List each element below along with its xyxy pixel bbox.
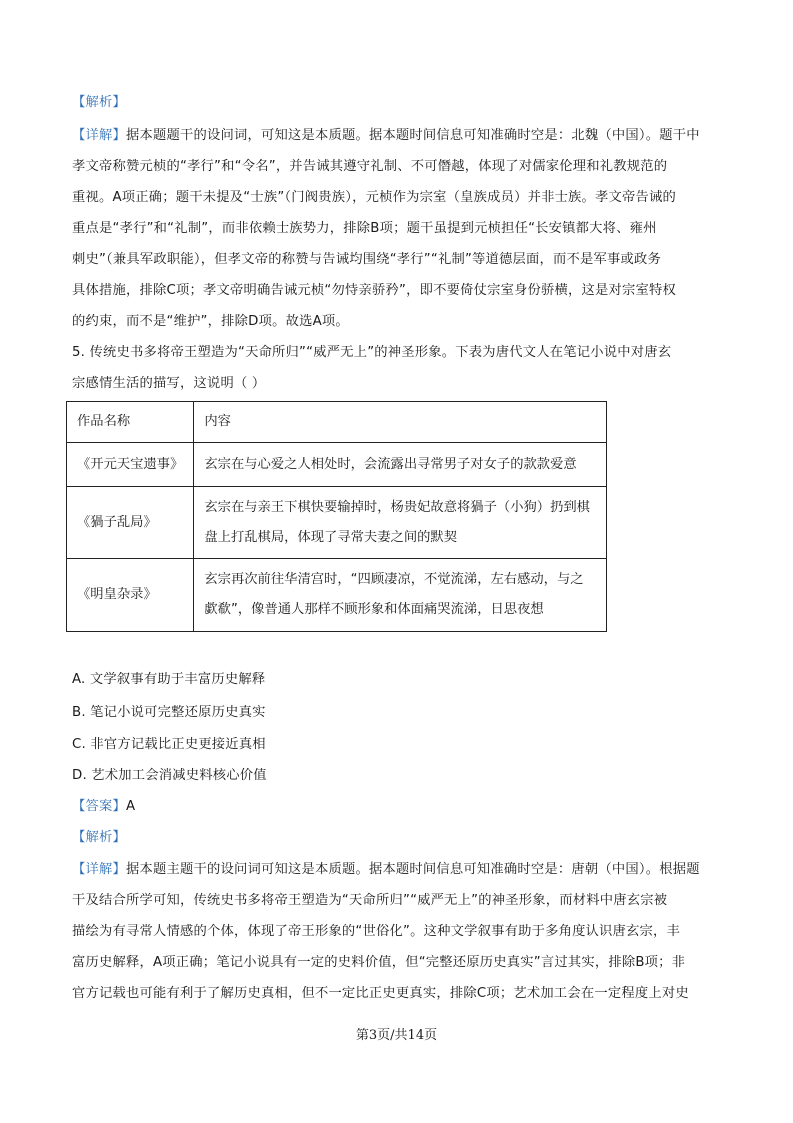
question-stem-line: 5. 传统史书多将帝王塑造为“天命所归”“威严无上”的神圣形象。下表为唐代文人在笔记小说中对唐玄 — [72, 345, 672, 360]
table-row — [67, 487, 607, 559]
detail-tag: 【详解】 — [72, 128, 126, 143]
detail-tag: 【详解】 — [72, 862, 126, 877]
option-b: B. 笔记小说可完整还原历史真实 — [72, 705, 266, 720]
source-table — [66, 401, 607, 632]
table-cell-content: 玄宗再次前往华清宫时，“四顾凄凉，不觉流涕，左右感动，与之 歔欷”，像普通人那样不顾形象和体面痛哭流涕，日思夜想 — [194, 559, 607, 632]
text-line: 据本题主题干的设问词可知这是本质题。据本题时间信息可知准确时空是：唐朝（中国）。根据题 — [126, 862, 700, 877]
text-line: 干及结合所学可知，传统史书多将帝王塑造为“天命所归”“威严无上”的神圣形象，而材料中唐玄宗被 — [72, 893, 668, 908]
text-line: 描绘为有寻常人情感的个体，体现了帝王形象的“世俗化”。这种文学叙事有助于多角度认识唐玄宗，丰 — [72, 924, 681, 939]
table-cell-content: 玄宗在与亲王下棋快要输掉时，杨贵妃故意将猧子（小狗）扔到棋 盘上打乱棋局，体现了寻常夫妻之间的默契 — [194, 487, 607, 559]
analysis-tag: 【解析】 — [72, 95, 126, 110]
option-a: A. 文学叙事有助于丰富历史解释 — [72, 672, 266, 687]
answer-line — [72, 797, 732, 817]
table-cell-title: 《开元天宝遗事》 — [67, 443, 194, 487]
answer-tag: 【答案】 — [72, 799, 126, 814]
text-line: 据本题题干的设问词，可知这是本质题。据本题时间信息可知准确时空是：北魏（中国）。题干中 — [126, 128, 700, 143]
option-d: D. 艺术加工会消减史料核心价值 — [72, 768, 267, 783]
analysis-tag: 【解析】 — [72, 830, 126, 845]
page-number: 第3页/共14页 — [355, 1028, 438, 1043]
detail-paragraph-line — [72, 126, 732, 146]
table-row — [67, 559, 607, 632]
table-header-content: 内容 — [194, 402, 607, 443]
table-header-row — [67, 402, 607, 443]
answer-value: A — [126, 799, 136, 814]
table-cell-title: 《明皇杂录》 — [67, 559, 194, 632]
text-line: 孝文帝称赞元桢的“孝行”和“令名”，并告诫其遵守礼制、不可僭越，体现了对儒家伦理和礼教规范的 — [72, 159, 668, 174]
question-stem-line: 宗感情生活的描写，这说明（ ） — [72, 376, 266, 391]
text-line: 重视。A项正确；题干未提及“士族”（门阀贵族），元桢作为宗室（皇族成员）并非士族。孝文帝告诫的 — [72, 190, 677, 205]
text-line: 的约束，而不是“维护”，排除D项。故选A项。 — [72, 314, 349, 329]
text-line: 重点是“孝行”和“礼制”，而非依赖士族势力，排除B项；题干虽提到元桢担任“长安镇都大将、雍州 — [72, 221, 657, 236]
detail-paragraph-line — [72, 860, 732, 880]
text-line: 富历史解释，A项正确；笔记小说具有一定的史料价值，但“完整还原历史真实”言过其实，排除B项；非 — [72, 955, 686, 970]
option-c: C. 非官方记载比正史更接近真相 — [72, 737, 266, 752]
text-line: 刺史”（兼具军政职能），但孝文帝的称赞与告诫均围绕“孝行”“礼制”等道德层面，而不是军事或政务 — [72, 252, 662, 267]
table-header-title: 作品名称 — [67, 402, 194, 443]
table-cell-title: 《猧子乱局》 — [67, 487, 194, 559]
text-line: 官方记载也可能有利于了解历史真相，但不一定比正史更真实，排除C项；艺术加工会在一定程度上对史 — [72, 986, 689, 1001]
table-cell-content: 玄宗在与心爱之人相处时，会流露出寻常男子对女子的款款爱意 — [194, 443, 607, 487]
table-row — [67, 443, 607, 487]
text-line: 具体措施，排除C项；孝文帝明确告诫元桢“勿恃亲骄矜”，即不要倚仗宗室身份骄横，这是对宗室特权 — [72, 283, 677, 298]
